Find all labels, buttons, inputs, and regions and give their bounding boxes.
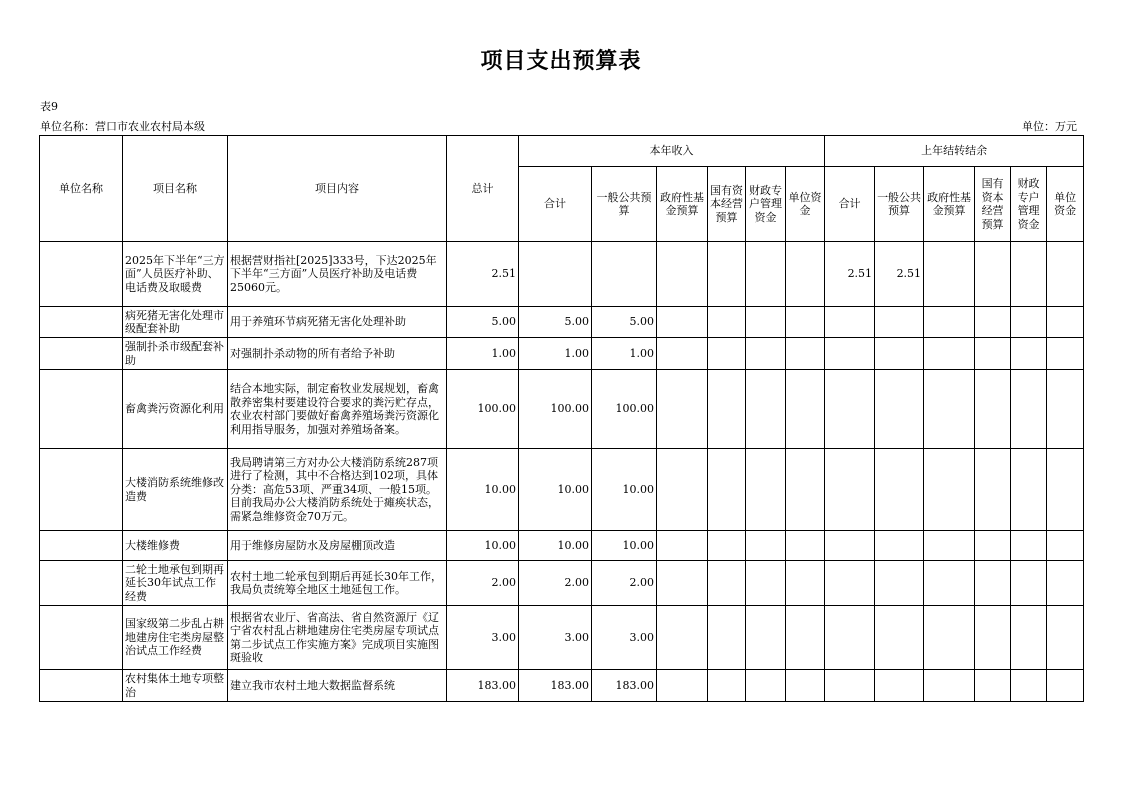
cell-income-state (708, 307, 746, 338)
cell-income-state (708, 606, 746, 670)
cell-carry-own (1047, 561, 1084, 606)
cell-total: 5.00 (447, 307, 519, 338)
cell-carry-special (1011, 370, 1047, 449)
cell-unit (40, 449, 123, 531)
cell-income-general: 1.00 (592, 338, 657, 370)
cell-carry-state (975, 370, 1011, 449)
cell-carry-general: 2.51 (875, 242, 924, 307)
cell-project-content: 用于养殖环节病死猪无害化处理补助 (228, 307, 447, 338)
cell-carry-sum (825, 338, 875, 370)
cell-carry-state (975, 561, 1011, 606)
currency-unit-label: 单位：万元 (1022, 120, 1077, 133)
cell-income-own (786, 561, 825, 606)
cell-total: 1.00 (447, 338, 519, 370)
cell-income-sum: 183.00 (519, 670, 592, 702)
cell-income-fund (657, 338, 708, 370)
header-carry-own: 单位资金 (1047, 167, 1084, 242)
cell-unit (40, 307, 123, 338)
cell-income-sum: 100.00 (519, 370, 592, 449)
cell-carry-sum (825, 606, 875, 670)
cell-project-name: 国家级第二步乱占耕地建房住宅类房屋整治试点工作经费 (123, 606, 228, 670)
table-row (40, 242, 1084, 307)
unit-name-label: 单位名称：营口市农业农村局本级 (40, 120, 205, 133)
cell-income-special (746, 531, 786, 561)
cell-income-state (708, 561, 746, 606)
cell-income-own (786, 670, 825, 702)
page-title: 项目支出预算表 (480, 49, 642, 74)
cell-income-fund (657, 561, 708, 606)
cell-carry-sum (825, 670, 875, 702)
header-total: 总计 (447, 136, 519, 242)
cell-project-content: 农村土地二轮承包到期后再延长30年工作，我局负责统筹全地区土地延包工作。 (228, 561, 447, 606)
cell-carry-state (975, 338, 1011, 370)
cell-unit (40, 370, 123, 449)
cell-unit (40, 242, 123, 307)
cell-carry-general (875, 338, 924, 370)
cell-unit (40, 606, 123, 670)
cell-income-fund (657, 531, 708, 561)
cell-carry-fund (924, 670, 975, 702)
cell-carry-general (875, 561, 924, 606)
cell-income-sum: 1.00 (519, 338, 592, 370)
header-income-general: 一般公共预算 (592, 167, 657, 242)
cell-project-content: 根据省农业厅、省高法、省自然资源厅《辽宁省农村乱占耕地建房住宅类房屋专项试点第二步试点工作实施方案》完成项目实施图斑验收 (228, 606, 447, 670)
cell-income-general: 5.00 (592, 307, 657, 338)
cell-carry-general (875, 307, 924, 338)
header-prior-year-carryover: 上年结转结余 (825, 136, 1084, 167)
cell-project-content: 建立我市农村土地大数据监督系统 (228, 670, 447, 702)
cell-income-general (592, 242, 657, 307)
cell-income-fund (657, 670, 708, 702)
header-project-name: 项目名称 (123, 136, 228, 242)
cell-unit (40, 338, 123, 370)
cell-income-special (746, 670, 786, 702)
header-project-content: 项目内容 (228, 136, 447, 242)
cell-carry-sum (825, 561, 875, 606)
cell-income-sum: 2.00 (519, 561, 592, 606)
cell-project-content: 我局聘请第三方对办公大楼消防系统287项进行了检测，其中不合格达到102项，具体分类：高危53项、严重34项、一般15项。目前我局办公大楼消防系统处于瘫痪状态，需紧急维修资金70万元。 (228, 449, 447, 531)
cell-income-special (746, 307, 786, 338)
cell-carry-special (1011, 338, 1047, 370)
cell-income-own (786, 449, 825, 531)
header-income-state: 国有资本经营预算 (708, 167, 746, 242)
cell-carry-special (1011, 531, 1047, 561)
header-carry-fund: 政府性基金预算 (924, 167, 975, 242)
cell-total: 183.00 (447, 670, 519, 702)
cell-income-general: 10.00 (592, 449, 657, 531)
cell-carry-own (1047, 606, 1084, 670)
cell-income-sum: 3.00 (519, 606, 592, 670)
table-row (40, 531, 1084, 561)
header-income-fund: 政府性基金预算 (657, 167, 708, 242)
cell-carry-sum (825, 531, 875, 561)
cell-carry-sum (825, 307, 875, 338)
budget-table (39, 135, 1084, 702)
header-carry-state: 国有资本经营预算 (975, 167, 1011, 242)
cell-carry-sum (825, 370, 875, 449)
cell-project-name: 病死猪无害化处理市级配套补助 (123, 307, 228, 338)
cell-income-special (746, 338, 786, 370)
cell-project-content: 对强制扑杀动物的所有者给予补助 (228, 338, 447, 370)
cell-project-name: 二轮土地承包到期再延长30年试点工作经费 (123, 561, 228, 606)
cell-income-own (786, 531, 825, 561)
cell-income-own (786, 606, 825, 670)
cell-income-general: 2.00 (592, 561, 657, 606)
cell-income-state (708, 370, 746, 449)
cell-carry-state (975, 606, 1011, 670)
cell-carry-special (1011, 242, 1047, 307)
cell-total: 10.00 (447, 531, 519, 561)
cell-income-general: 3.00 (592, 606, 657, 670)
cell-carry-fund (924, 606, 975, 670)
cell-income-fund (657, 606, 708, 670)
cell-income-fund (657, 307, 708, 338)
cell-income-state (708, 531, 746, 561)
table-row (40, 449, 1084, 531)
header-carry-special: 财政专户管理资金 (1011, 167, 1047, 242)
cell-income-state (708, 338, 746, 370)
cell-carry-own (1047, 449, 1084, 531)
header-carry-sum: 合计 (825, 167, 875, 242)
header-income-special: 财政专户管理资金 (746, 167, 786, 242)
cell-income-special (746, 449, 786, 531)
cell-carry-fund (924, 370, 975, 449)
cell-project-content: 根据营财指社[2025]333号，下达2025年下半年“三方面”人员医疗补助及电话费25060元。 (228, 242, 447, 307)
cell-carry-sum (825, 449, 875, 531)
header-carry-general: 一般公共预算 (875, 167, 924, 242)
cell-income-state (708, 449, 746, 531)
cell-carry-special (1011, 670, 1047, 702)
cell-carry-state (975, 242, 1011, 307)
cell-income-general: 100.00 (592, 370, 657, 449)
table-row (40, 670, 1084, 702)
cell-total: 3.00 (447, 606, 519, 670)
cell-carry-state (975, 449, 1011, 531)
table-body (40, 242, 1084, 702)
cell-carry-fund (924, 307, 975, 338)
cell-carry-fund (924, 242, 975, 307)
header-income-own: 单位资金 (786, 167, 825, 242)
cell-carry-special (1011, 606, 1047, 670)
cell-carry-state (975, 670, 1011, 702)
cell-income-sum: 5.00 (519, 307, 592, 338)
cell-project-name: 畜禽粪污资源化利用 (123, 370, 228, 449)
table-number: 表9 (40, 100, 58, 113)
cell-income-state (708, 670, 746, 702)
cell-income-special (746, 370, 786, 449)
cell-income-sum (519, 242, 592, 307)
cell-unit (40, 561, 123, 606)
cell-income-own (786, 338, 825, 370)
cell-carry-special (1011, 449, 1047, 531)
cell-carry-state (975, 307, 1011, 338)
cell-project-name: 农村集体土地专项整治 (123, 670, 228, 702)
table-row (40, 307, 1084, 338)
cell-carry-special (1011, 307, 1047, 338)
cell-carry-general (875, 370, 924, 449)
cell-income-fund (657, 370, 708, 449)
cell-income-state (708, 242, 746, 307)
table-row (40, 561, 1084, 606)
cell-income-special (746, 606, 786, 670)
cell-income-special (746, 242, 786, 307)
cell-total: 10.00 (447, 449, 519, 531)
cell-carry-general (875, 449, 924, 531)
cell-project-name: 大楼维修费 (123, 531, 228, 561)
cell-income-fund (657, 242, 708, 307)
cell-carry-general (875, 531, 924, 561)
cell-carry-own (1047, 531, 1084, 561)
header-current-year-income: 本年收入 (519, 136, 825, 167)
cell-project-content: 结合本地实际，制定畜牧业发展规划，畜禽散养密集村要建设符合要求的粪污贮存点，农业农村部门要做好畜禽养殖场粪污资源化利用指导服务，加强对养殖场备案。 (228, 370, 447, 449)
cell-carry-own (1047, 670, 1084, 702)
cell-carry-sum: 2.51 (825, 242, 875, 307)
cell-income-own (786, 370, 825, 449)
table-row (40, 606, 1084, 670)
cell-project-name: 2025年下半年“三方面”人员医疗补助、电话费及取暖费 (123, 242, 228, 307)
cell-carry-own (1047, 338, 1084, 370)
cell-carry-general (875, 670, 924, 702)
cell-unit (40, 670, 123, 702)
table-row (40, 370, 1084, 449)
cell-income-special (746, 561, 786, 606)
cell-project-name: 大楼消防系统维修改造费 (123, 449, 228, 531)
cell-total: 2.51 (447, 242, 519, 307)
cell-total: 100.00 (447, 370, 519, 449)
cell-carry-special (1011, 561, 1047, 606)
cell-income-own (786, 242, 825, 307)
cell-income-fund (657, 449, 708, 531)
cell-carry-general (875, 606, 924, 670)
cell-carry-own (1047, 307, 1084, 338)
header-unit-name: 单位名称 (40, 136, 123, 242)
cell-income-general: 10.00 (592, 531, 657, 561)
cell-carry-fund (924, 338, 975, 370)
table-row (40, 338, 1084, 370)
cell-carry-fund (924, 531, 975, 561)
cell-total: 2.00 (447, 561, 519, 606)
cell-carry-own (1047, 370, 1084, 449)
cell-income-sum: 10.00 (519, 449, 592, 531)
cell-carry-own (1047, 242, 1084, 307)
cell-carry-fund (924, 449, 975, 531)
cell-project-name: 强制扑杀市级配套补助 (123, 338, 228, 370)
cell-income-own (786, 307, 825, 338)
cell-unit (40, 531, 123, 561)
cell-income-sum: 10.00 (519, 531, 592, 561)
cell-project-content: 用于维修房屋防水及房屋棚顶改造 (228, 531, 447, 561)
cell-carry-fund (924, 561, 975, 606)
cell-income-general: 183.00 (592, 670, 657, 702)
header-income-sum: 合计 (519, 167, 592, 242)
cell-carry-state (975, 531, 1011, 561)
